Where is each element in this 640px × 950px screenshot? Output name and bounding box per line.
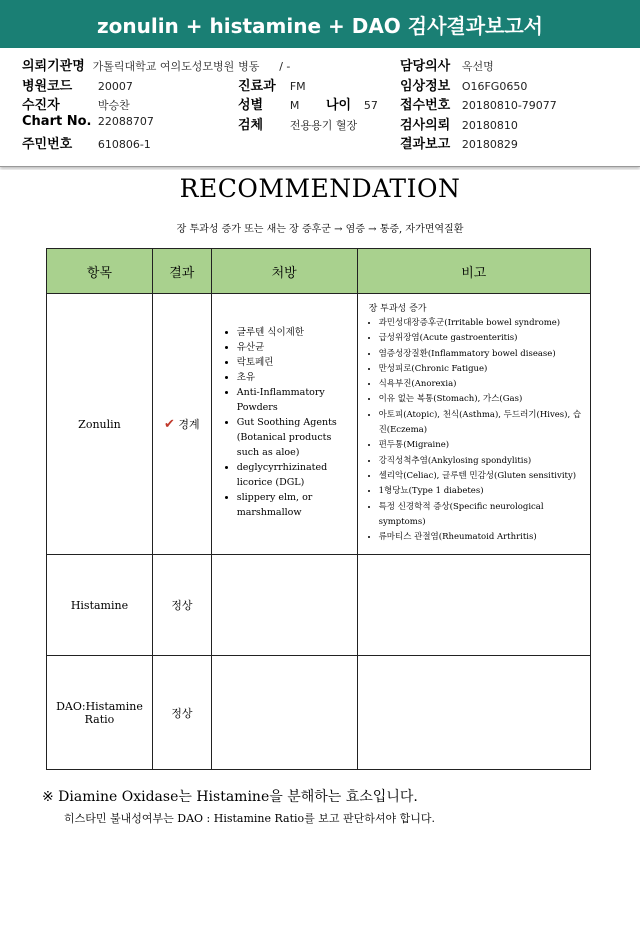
info-value: 610806-1 <box>97 138 151 151</box>
table-row <box>47 294 591 555</box>
info-value: 57 <box>363 99 378 112</box>
info-value: 22088707 <box>97 115 154 128</box>
list-item: • 과민성대장증후군(Irritable bowel syndrome) <box>379 316 585 331</box>
info-clinical <box>400 75 527 94</box>
list-item: • 이유 없는 복통(Stomach), 가스(Gas) <box>379 392 585 407</box>
table-header-row <box>47 249 591 294</box>
list-item: • 특정 신경학적 증상(Specific neurological symptoms) <box>379 500 585 531</box>
footnote-dao-definition: ※ Diamine Oxidase는 Histamine을 분해하는 효소입니다. <box>42 789 418 805</box>
table-row <box>47 555 591 656</box>
list-item: • 류마티스 관절염(Rheumatoid Arthritis) <box>379 530 585 545</box>
info-value: M <box>289 99 300 112</box>
list-item: • 1형당뇨(Type 1 diabetes) <box>379 484 585 499</box>
info-receipt-no <box>400 94 557 113</box>
info-value: O16FG0650 <box>461 80 528 93</box>
patient-info-panel <box>0 48 640 167</box>
info-label: 접수번호 <box>400 98 451 113</box>
list-item: • Anti-Inflammatory Powders <box>237 385 356 415</box>
row-prescription <box>211 555 357 656</box>
report-title: zonulin + histamine + DAO 검사결과보고서 <box>0 0 640 48</box>
info-label: 주민번호 <box>22 137 73 152</box>
info-label: 검체 <box>238 118 264 133</box>
table-row <box>47 656 591 770</box>
column-header: 항목 <box>47 249 153 294</box>
list-item: • 급성위장염(Acute gastroenteritis) <box>379 331 585 346</box>
info-value: 20007 <box>97 80 133 93</box>
row-item-name: DAO:Histamine Ratio <box>47 656 153 770</box>
info-label: 성별 <box>238 98 264 113</box>
recommendation-table <box>46 248 591 770</box>
info-label: 검사의뢰 <box>400 118 451 133</box>
info-value: 20180810-79077 <box>461 99 557 112</box>
row-prescription <box>211 656 357 770</box>
column-header: 결과 <box>152 249 211 294</box>
info-value: 전용용기 혈장 <box>289 119 358 132</box>
info-department <box>238 75 306 94</box>
info-label: 수진자 <box>22 98 60 113</box>
recommendation-subheading: 장 투과성 증가 또는 새는 장 증후군 → 염증 → 통증, 자가면역질환 <box>176 224 464 235</box>
info-doctor <box>400 55 494 74</box>
check-icon: ✔ <box>163 417 175 432</box>
row-item-name: Zonulin <box>47 294 153 555</box>
info-label: 의뢰기관명 <box>22 59 85 74</box>
info-report-date <box>400 133 518 152</box>
info-label: 진료과 <box>238 79 276 94</box>
info-age <box>326 94 378 113</box>
list-item: • slippery elm, or marshmallow <box>237 490 356 520</box>
info-value: FM <box>289 80 306 93</box>
column-header: 처방 <box>211 249 357 294</box>
info-label: 담당의사 <box>400 59 451 74</box>
info-chart-no <box>22 114 154 129</box>
report-body <box>0 170 640 950</box>
info-value: 병동 <box>238 60 260 73</box>
list-item: • 락토페린 <box>237 355 356 370</box>
column-header: 비고 <box>357 249 590 294</box>
row-prescription <box>211 294 357 555</box>
list-item: • 염증성장질환(Inflammatory bowel disease) <box>379 347 585 362</box>
list-item: • 편두통(Migraine) <box>379 438 585 453</box>
info-sex <box>238 94 299 113</box>
info-requesting-institution <box>22 55 290 74</box>
row-item-name: Histamine <box>47 555 153 656</box>
list-item: • deglycyrrhizinated licorice (DGL) <box>237 460 356 490</box>
info-resident-no <box>22 133 151 152</box>
row-result <box>152 294 211 555</box>
info-request-date <box>400 114 518 133</box>
list-item: • 초유 <box>237 370 356 385</box>
info-hospital-code <box>22 75 133 94</box>
row-result: 정상 <box>152 555 211 656</box>
info-specimen <box>238 114 357 133</box>
info-value: 20180810 <box>461 119 518 132</box>
row-note <box>357 555 590 656</box>
info-label: 임상정보 <box>400 79 451 94</box>
row-note <box>357 294 590 555</box>
info-value: 박승찬 <box>97 99 130 112</box>
row-note <box>357 656 590 770</box>
info-label: 병원코드 <box>22 79 73 94</box>
info-value: 20180829 <box>461 138 518 151</box>
recommendation-heading: RECOMMENDATION <box>179 174 461 203</box>
info-label: 나이 <box>326 98 352 113</box>
list-item: • 아토피(Atopic), 천식(Asthma), 두드러기(Hives), 습진(Eczema) <box>379 408 585 439</box>
footnote-dao-ratio: 히스타민 불내성여부는 DAO : Histamine Ratio를 보고 판단하셔야 합니다. <box>64 812 436 825</box>
result-value: 경계 <box>178 418 200 431</box>
list-item: • 식욕부진(Anorexia) <box>379 377 585 392</box>
info-value: 가톨릭대학교 여의도성모병원 <box>92 60 235 73</box>
info-value: / - <box>279 60 291 73</box>
list-item: • 강직성척추염(Ankylosing spondylitis) <box>379 454 585 469</box>
list-item: • 유산균 <box>237 340 356 355</box>
info-label: Chart No. <box>22 114 92 129</box>
info-patient-name <box>22 94 130 113</box>
row-result: 정상 <box>152 656 211 770</box>
info-value: 옥선명 <box>461 60 494 73</box>
list-item: • Gut Soothing Agents (Botanical products such as aloe) <box>237 415 356 460</box>
info-label: 결과보고 <box>400 137 451 152</box>
note-title: 장 투과성 증가 <box>368 304 427 314</box>
list-item: • 만성피로(Chronic Fatigue) <box>379 362 585 377</box>
list-item: • 글루텐 식이제한 <box>237 325 356 340</box>
list-item: • 셀리악(Celiac), 글루텐 민감성(Gluten sensitivity) <box>379 469 585 484</box>
